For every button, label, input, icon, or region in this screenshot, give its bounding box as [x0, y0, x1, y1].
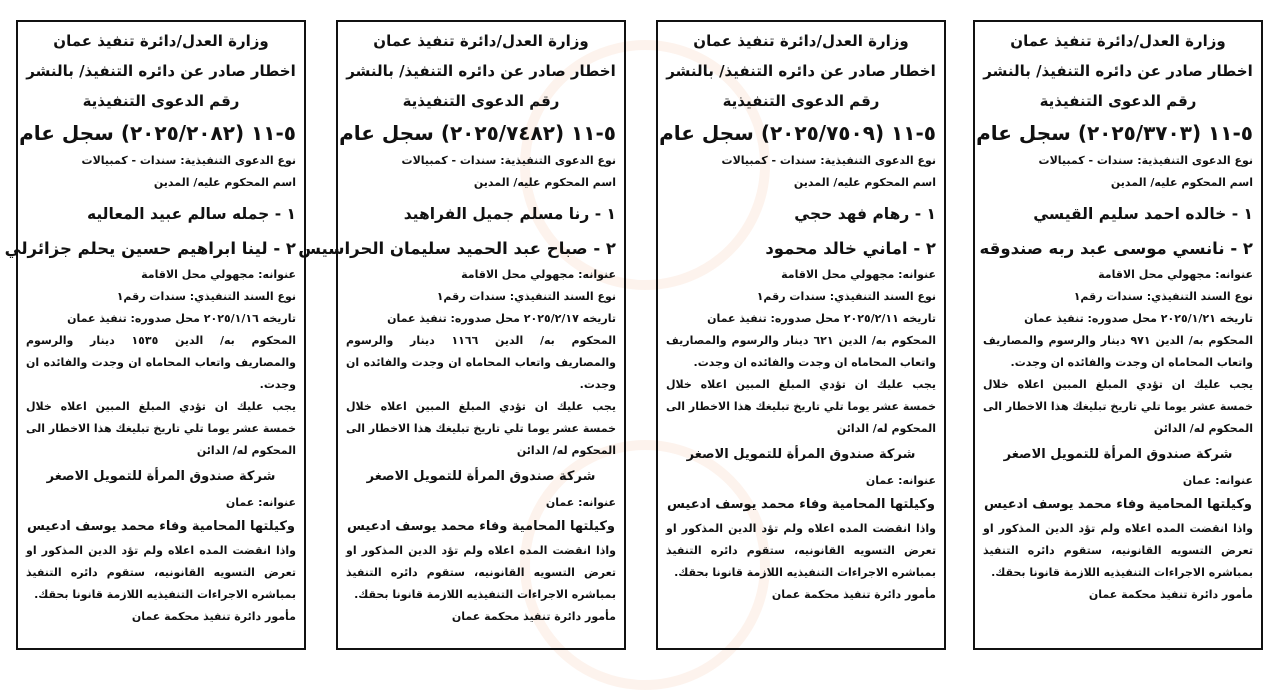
case-type: نوع الدعوى التنفيذية: سندات - كمبيالات: [1038, 154, 1253, 167]
bond-date: تاريخه ٢٠٢٥/٢/١١ محل صدوره: تنفيذ عمان: [707, 312, 936, 325]
debtor-name-2: ٢ - اماني خالد محمود: [765, 239, 936, 258]
demand-text: يجب عليك ان تؤدي المبلغ المبين اعلاه خلال خمسة عشر يوما تلي تاريخ تبليغك هذا الاخطار الى المحكوم له/ الدائن: [346, 400, 616, 457]
issued-heading: اخطار صادر عن دائره التنفيذ/ بالنشر: [26, 62, 296, 80]
demand-text: يجب عليك ان تؤدي المبلغ المبين اعلاه خلال خمسة عشر يوما تلي تاريخ تبليغك هذا الاخطار الى المحكوم له/ الدائن: [983, 378, 1253, 435]
case-number: ٥-١١ (٢٠٢٥/٧٥٠٩) سجل عام: [659, 121, 936, 145]
debtor-name-2: ٢ - صباح عبد الحميد سليمان الحراسيس: [298, 239, 616, 258]
case-type: نوع الدعوى التنفيذية: سندات - كمبيالات: [401, 154, 616, 167]
bond-type: نوع السند التنفيذي: سندات رقم١: [756, 290, 936, 303]
case-label: رقم الدعوى التنفيذية: [82, 92, 240, 110]
debtor-label: اسم المحكوم عليه/ المدين: [153, 176, 296, 189]
creditor-name: شركة صندوق المرأة للتمويل الاصغر: [46, 469, 276, 484]
amount-text: المحكوم به/ الدين ١١٦٦ دينار والرسوم والمصاريف واتعاب المحاماه ان وجدت والفائده ان وجدت.: [346, 334, 617, 391]
case-number: ٥-١١ (٢٠٢٥/٧٤٨٢) سجل عام: [339, 121, 616, 145]
debtor-address: عنوانه: مجهولي محل الاقامة: [1098, 268, 1253, 281]
officer-signature: مأمور دائرة تنفيذ محكمة عمان: [1088, 588, 1253, 601]
warning-text: واذا انقضت المده اعلاه ولم تؤد الدين المذكور او تعرض التسويه القانونيه، ستقوم دائره التنفيذ بمباشره الاجراءات التنفيذيه اللازمة قانونا بحقك.: [983, 522, 1253, 579]
case-type: نوع الدعوى التنفيذية: سندات - كمبيالات: [721, 154, 936, 167]
creditor-agent: وكيلتها المحامية وفاء محمد يوسف ادعيس: [347, 519, 615, 534]
amount-text: المحكوم به/ الدين ١٥٣٥ دينار والرسوم والمصاريف واتعاب المحاماه ان وجدت والفائده ان وجدت.: [26, 334, 297, 391]
bond-date: تاريخه ٢٠٢٥/٢/١٧ محل صدوره: تنفيذ عمان: [387, 312, 616, 325]
ministry-heading: وزارة العدل/دائرة تنفيذ عمان: [693, 32, 909, 50]
issued-heading: اخطار صادر عن دائره التنفيذ/ بالنشر: [346, 62, 616, 80]
warning-text: واذا انقضت المده اعلاه ولم تؤد الدين المذكور او تعرض التسويه القانونيه، ستقوم دائره التنفيذ بمباشره الاجراءات التنفيذيه اللازمة قانونا بحقك.: [346, 544, 616, 601]
officer-signature: مأمور دائرة تنفيذ محكمة عمان: [131, 610, 296, 623]
notice-box: [656, 20, 946, 650]
amount-text: المحكوم به/ الدين ٦٢١ دينار والرسوم والمصاريف واتعاب المحاماه ان وجدت والفائده ان وجدت.: [666, 334, 936, 369]
creditor-address: عنوانه: عمان: [1182, 474, 1253, 487]
debtor-label: اسم المحكوم عليه/ المدين: [793, 176, 936, 189]
creditor-agent: وكيلتها المحامية وفاء محمد يوسف ادعيس: [984, 497, 1252, 512]
case-label: رقم الدعوى التنفيذية: [402, 92, 560, 110]
debtor-address: عنوانه: مجهولي محل الاقامة: [141, 268, 296, 281]
case-label: رقم الدعوى التنفيذية: [1039, 92, 1197, 110]
case-label: رقم الدعوى التنفيذية: [722, 92, 880, 110]
ministry-heading: وزارة العدل/دائرة تنفيذ عمان: [1010, 32, 1226, 50]
ministry-heading: وزارة العدل/دائرة تنفيذ عمان: [373, 32, 589, 50]
warning-text: واذا انقضت المده اعلاه ولم تؤد الدين المذكور او تعرض التسويه القانونيه، ستقوم دائره التنفيذ بمباشره الاجراءات التنفيذيه اللازمة قانونا بحقك.: [26, 544, 296, 601]
demand-text: يجب عليك ان تؤدي المبلغ المبين اعلاه خلال خمسة عشر يوما تلي تاريخ تبليغك هذا الاخطار الى المحكوم له/ الدائن: [26, 400, 296, 457]
warning-text: واذا انقضت المده اعلاه ولم تؤد الدين المذكور او تعرض التسويه القانونيه، ستقوم دائره التنفيذ بمباشره الاجراءات التنفيذيه اللازمة قانونا بحقك.: [666, 522, 936, 579]
creditor-address: عنوانه: عمان: [865, 474, 936, 487]
notice-box: [298, 20, 626, 650]
debtor-name-2: ٢ - لينا ابراهيم حسين يحلم جزائرلي: [4, 239, 296, 258]
creditor-name: شركة صندوق المرأة للتمويل الاصغر: [1003, 447, 1233, 462]
officer-signature: مأمور دائرة تنفيذ محكمة عمان: [771, 588, 936, 601]
debtor-name-1: ١ - رهام فهد حجي: [794, 205, 936, 223]
case-number: ٥-١١ (٢٠٢٥/٢٠٨٢) سجل عام: [19, 121, 296, 145]
bond-type: نوع السند التنفيذي: سندات رقم١: [436, 290, 616, 303]
debtor-label: اسم المحكوم عليه/ المدين: [1110, 176, 1253, 189]
issued-heading: اخطار صادر عن دائره التنفيذ/ بالنشر: [983, 62, 1253, 80]
creditor-agent: وكيلتها المحامية وفاء محمد يوسف ادعيس: [27, 519, 295, 534]
creditor-name: شركة صندوق المرأة للتمويل الاصغر: [686, 447, 916, 462]
debtor-name-2: ٢ - نانسي موسى عبد ربه صندوقه: [979, 239, 1253, 258]
debtor-name-1: ١ - جمله سالم عبيد المعاليه: [86, 205, 296, 223]
notice-box: [4, 20, 306, 650]
bond-date: تاريخه ٢٠٢٥/١/٢١ محل صدوره: تنفيذ عمان: [1024, 312, 1253, 325]
bond-type: نوع السند التنفيذي: سندات رقم١: [1073, 290, 1253, 303]
notice-box: [973, 20, 1263, 650]
creditor-address: عنوانه: عمان: [545, 496, 616, 509]
creditor-address: عنوانه: عمان: [225, 496, 296, 509]
creditor-name: شركة صندوق المرأة للتمويل الاصغر: [366, 469, 596, 484]
amount-text: المحكوم به/ الدين ٩٧١ دينار والرسوم والمصاريف واتعاب المحاماه ان وجدت والفائده ان وجدت.: [983, 334, 1253, 369]
debtor-address: عنوانه: مجهولي محل الاقامة: [781, 268, 936, 281]
ministry-heading: وزارة العدل/دائرة تنفيذ عمان: [53, 32, 269, 50]
debtor-name-1: ١ - رنا مسلم جميل الفراهيد: [403, 205, 616, 223]
debtor-name-1: ١ - خالده احمد سليم القيسي: [1033, 205, 1253, 223]
issued-heading: اخطار صادر عن دائره التنفيذ/ بالنشر: [666, 62, 936, 80]
bond-date: تاريخه ٢٠٢٥/١/١٦ محل صدوره: تنفيذ عمان: [67, 312, 296, 325]
demand-text: يجب عليك ان تؤدي المبلغ المبين اعلاه خلال خمسة عشر يوما تلي تاريخ تبليغك هذا الاخطار الى المحكوم له/ الدائن: [666, 378, 936, 435]
creditor-agent: وكيلتها المحامية وفاء محمد يوسف ادعيس: [667, 497, 935, 512]
case-type: نوع الدعوى التنفيذية: سندات - كمبيالات: [81, 154, 296, 167]
officer-signature: مأمور دائرة تنفيذ محكمة عمان: [451, 610, 616, 623]
bond-type: نوع السند التنفيذي: سندات رقم١: [116, 290, 296, 303]
debtor-label: اسم المحكوم عليه/ المدين: [473, 176, 616, 189]
debtor-address: عنوانه: مجهولي محل الاقامة: [461, 268, 616, 281]
case-number: ٥-١١ (٢٠٢٥/٣٧٠٣) سجل عام: [976, 121, 1253, 145]
